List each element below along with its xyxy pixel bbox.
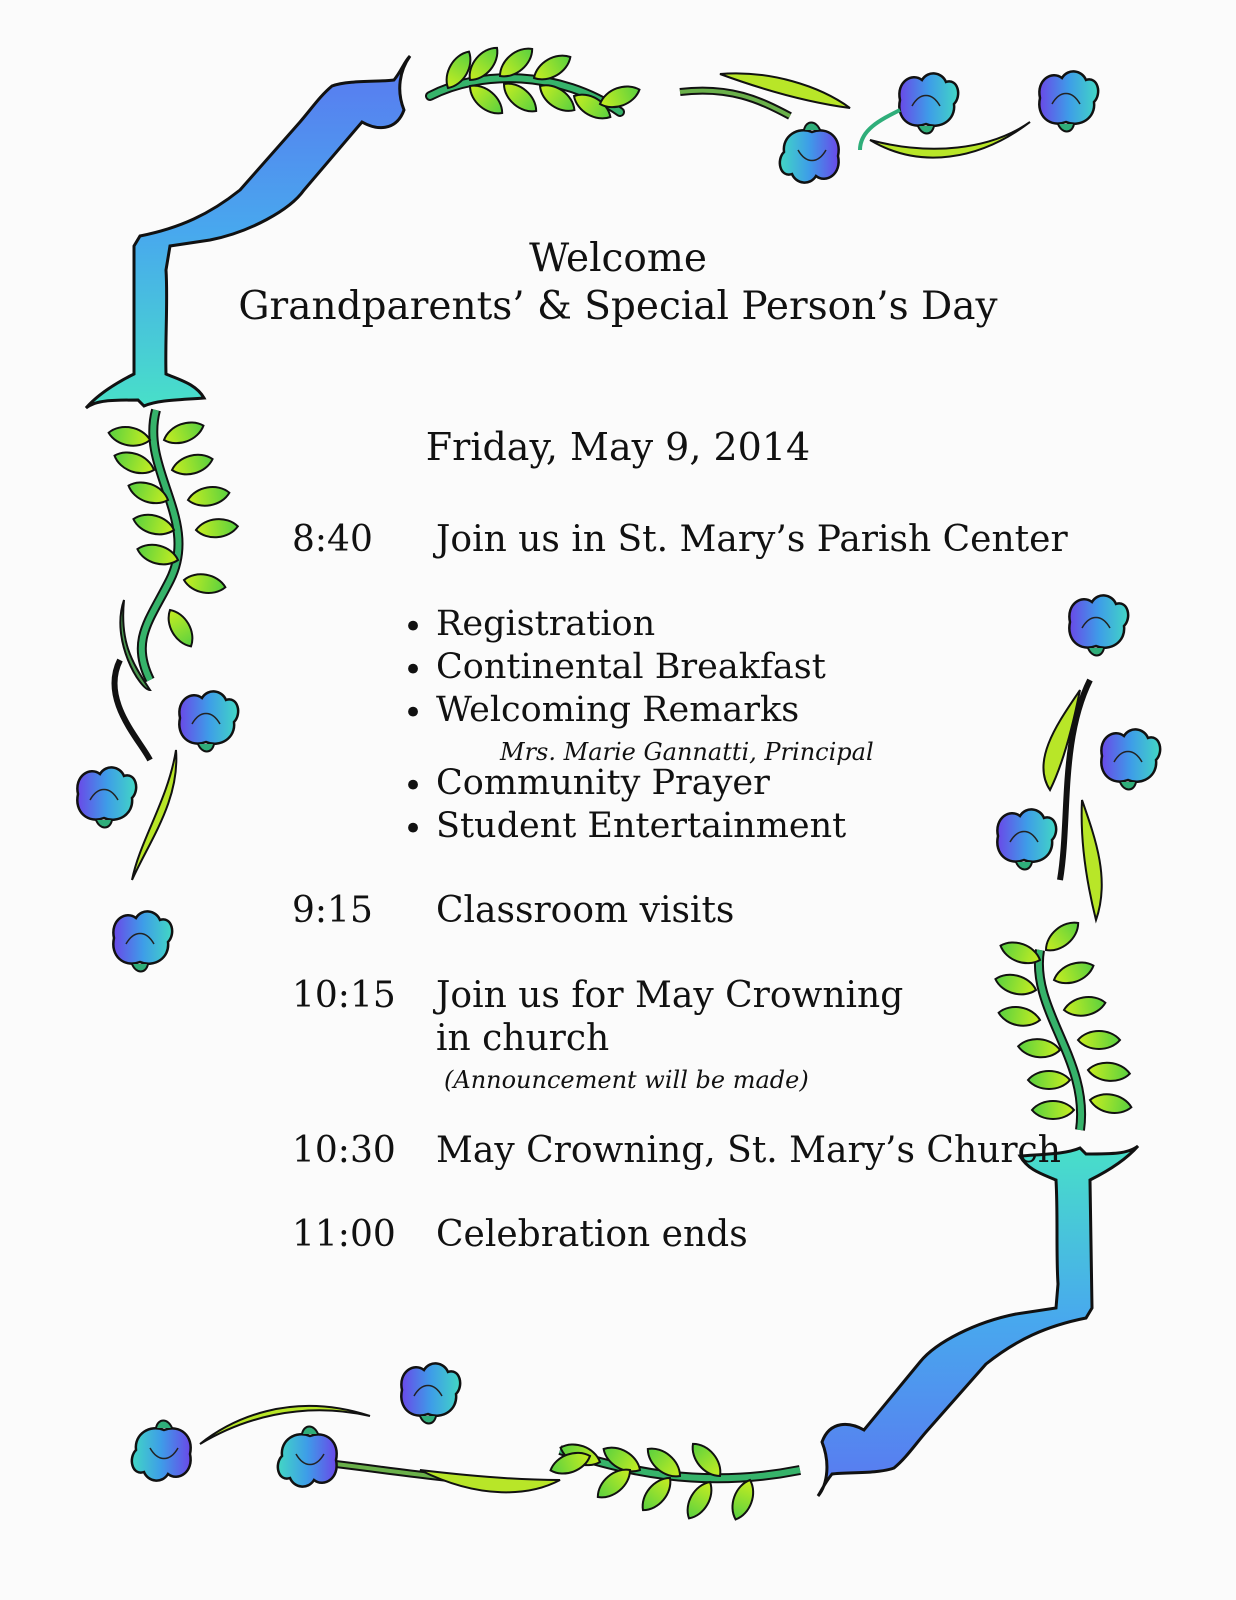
schedule-event: Join us in St. Mary’s Parish Center — [436, 519, 1068, 560]
bullet-icon: • — [403, 693, 424, 733]
title-welcome: Welcome — [529, 236, 707, 281]
bullet-icon: • — [403, 650, 424, 690]
event-date: Friday, May 9, 2014 — [425, 425, 811, 469]
schedule-event: Celebration ends — [436, 1214, 748, 1255]
schedule-event-continued: in church — [436, 1018, 610, 1059]
schedule-event: May Crowning, St. Mary’s Church — [436, 1130, 1061, 1171]
frame-bottom-right — [818, 1146, 1138, 1496]
bullet-icon: • — [403, 809, 424, 849]
activity-item: Student Entertainment — [436, 806, 847, 846]
schedule-time: 8:40 — [292, 519, 373, 560]
schedule-time: 11:00 — [292, 1214, 396, 1255]
schedule-time: 10:15 — [292, 975, 396, 1016]
frame-top-left — [86, 56, 410, 408]
title-event-name: Grandparents’ & Special Person’s Day — [238, 284, 998, 329]
schedule-event: Classroom visits — [436, 890, 735, 931]
bullet-icon: • — [403, 607, 424, 647]
schedule-event: Join us for May Crowning — [436, 975, 904, 1016]
schedule-time: 10:30 — [292, 1130, 396, 1171]
activity-item: Continental Breakfast — [436, 647, 826, 687]
activity-item: Welcoming Remarks — [436, 690, 800, 730]
activity-item: Registration — [436, 604, 656, 644]
activity-item: Community Prayer — [436, 763, 770, 803]
schedule-time: 9:15 — [292, 890, 373, 931]
schedule-note: (Announcement will be made) — [444, 1066, 809, 1094]
bullet-icon: • — [403, 766, 424, 806]
remarks-speaker: Mrs. Marie Gannatti, Principal — [500, 738, 874, 766]
